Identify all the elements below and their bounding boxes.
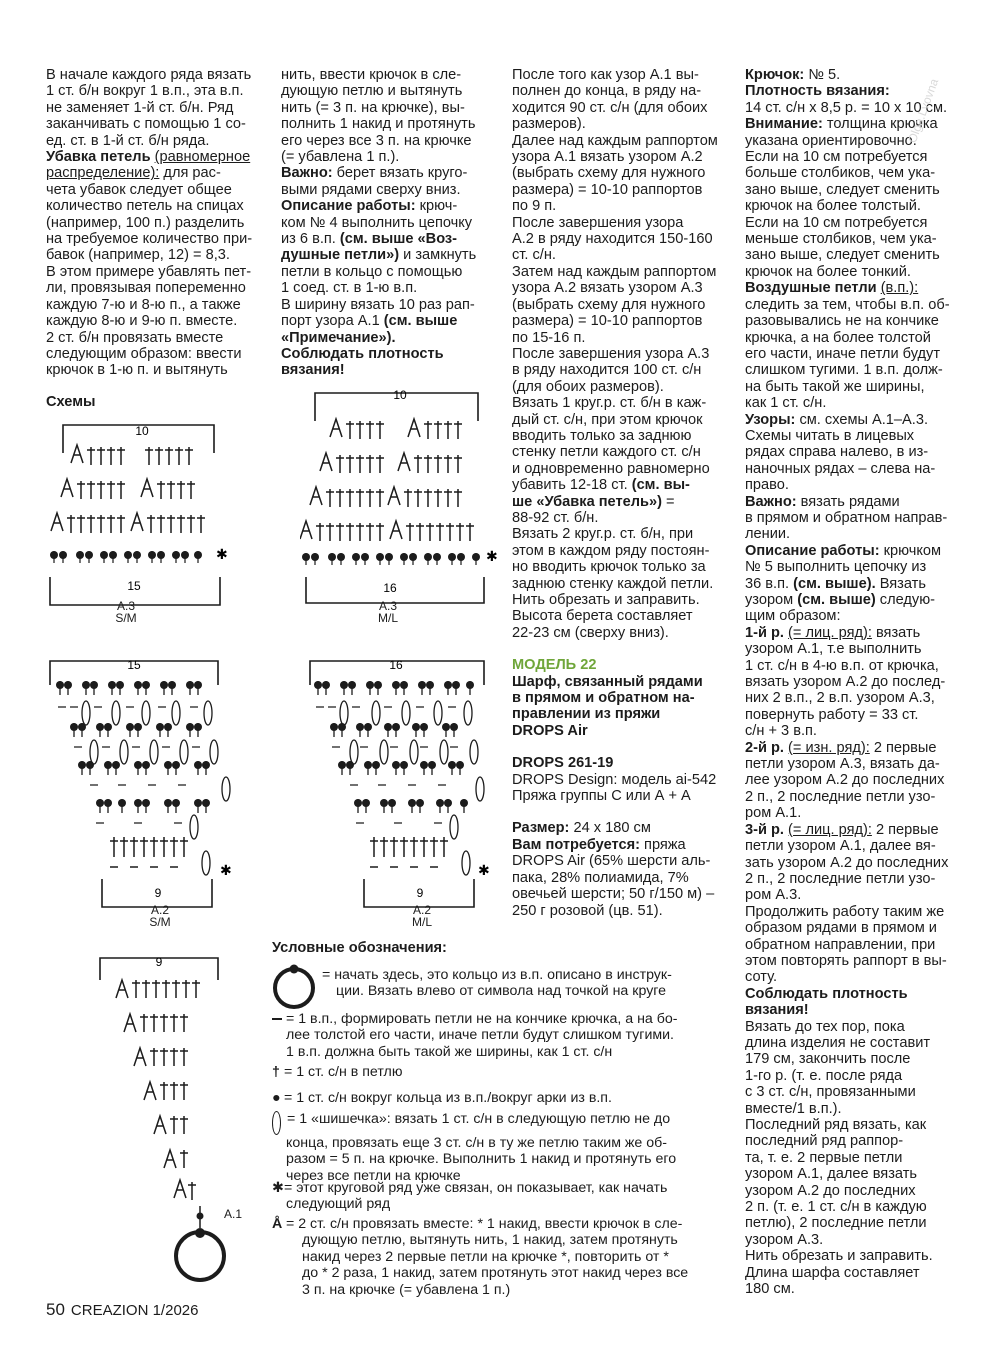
model-code: DROPS 261-19 (512, 755, 614, 772)
text-line: выми рядами сверху вниз. (281, 181, 461, 198)
text-line: петли узором А.3, вязать да- (745, 756, 940, 773)
text-line: Соблюдать плотность (745, 985, 908, 1002)
text-line: не заменяет 1-й ст. б/н. Ряд (46, 99, 234, 116)
dot-stitch-icon: ● (272, 1090, 281, 1106)
text-line: нить, ввести крючок в сле- (281, 67, 462, 83)
text-line: по 9 п. (512, 198, 557, 215)
star-mark: ✱ (216, 546, 228, 562)
chart-a2-sm-bottom: 9 (154, 886, 162, 900)
text-line: размера) = 10-10 раппортов (512, 313, 703, 330)
text-line: Размер: 24 х 180 см (512, 820, 651, 837)
chart-a3-sm (46, 415, 276, 615)
legend-dc: † = 1 ст. с/н в петлю (272, 1064, 403, 1080)
row-2-heading: 2-й р. (= изн. ряд): 2 первые (745, 739, 937, 756)
text-line: вводить только за заднюю (512, 427, 692, 444)
chart-a2-sm-label: А.2 S/M (149, 903, 171, 929)
text-line: овечьей шерсти; 50 г/150 м) – (512, 886, 715, 903)
text-line: та, т. е. 2 первые петли (745, 1149, 903, 1166)
text-line: вязания! (745, 1002, 809, 1019)
chart-a2-ml-top: 16 (389, 658, 403, 672)
legend-chain: = 1 в.п., формировать петли не на кончике крючка, а на бо- лее толстой его части, иначе петли будут слишком тугими. 1 в.п. должна быть такой же ширины, как 1 ст. с/н (272, 1011, 677, 1060)
decrease-heading: Убавка петель (равномерное (46, 149, 251, 166)
column-2 (281, 67, 506, 379)
text-line: Описание работы: крюч- (281, 198, 458, 215)
text-line: на требуемое количество при- (46, 231, 253, 248)
chain-icon (272, 1018, 282, 1020)
text-line: 2 п., 2 последние петли узо- (745, 788, 936, 805)
text-line: вместе/1 в.п.). (745, 1100, 842, 1117)
text-line: соту. (745, 969, 777, 986)
text-line: Вам потребуется: пряжа (512, 836, 686, 853)
text-line: 14 ст. с/н х 8,5 р. = 10 х 10 см. (745, 99, 948, 116)
text-line: каждую 7-ю и 8-ю п., а также (46, 296, 241, 313)
text-line: Важно: берет вязать круго- (281, 165, 468, 182)
text-line: них 2 в.п., 2 в.п. узором А.3, (745, 690, 935, 707)
chart-a2-ml (300, 655, 510, 925)
legend-title: Условные обозначения: (272, 940, 447, 956)
magazine-name: CREAZION 1/2026 (70, 1302, 199, 1319)
text-line: Узоры: см. схемы А.1–А.3. (745, 411, 929, 428)
text-line: В этом примере убавлять пет- (46, 263, 252, 280)
text-line: указана ориентировочно. (745, 132, 917, 149)
text-line: Последний ряд вязать, как (745, 1117, 927, 1133)
text-line: Соблюдать плотность (281, 345, 444, 362)
text-line: № 5 выполнить цепочку из (745, 559, 927, 576)
text-line: После завершения узора (512, 214, 684, 231)
text-line: зано выше, следует сменить (745, 247, 940, 264)
text-line: «Примечание»). (281, 329, 396, 346)
text-line: узором А.1, т.е выполнить (745, 641, 922, 658)
text-line: этом в каждом ряду постоян- (512, 542, 710, 559)
text-line: ст. с/н. (512, 247, 556, 264)
chart-a3-sm-label: А.3 S/M (115, 599, 137, 625)
model-title: Шарф, связанный рядами (512, 673, 703, 690)
text-line: ше «Убавка петель») = (512, 493, 675, 510)
text-line: крючок на более тонкий. (745, 263, 911, 280)
text-line: узором (см. выше) следую- (745, 592, 936, 608)
text-line: Нить обрезать и заправить. (745, 1248, 933, 1265)
text-line: Нить обрезать и заправить. (512, 592, 700, 608)
text-line: 1 ст. с/н в 4-ю в.п. от крючка, (745, 657, 939, 674)
text-line: 1-го р. (т. е. после ряда (745, 1067, 903, 1084)
column-4 (745, 67, 965, 1297)
text-line: ходится 90 ст. с/н (для обоих (512, 99, 708, 116)
text-line: Длина шарфа составляет (745, 1264, 920, 1281)
text-line: Важно: вязать рядами (745, 493, 900, 510)
row-1-heading: 1-й р. (= лиц. ряд): вязать (745, 624, 921, 641)
text-line: 1 ст. б/н вокруг 1 в.п., эта в.п. (46, 83, 244, 100)
text-line: ром А.3. (745, 887, 802, 904)
charts-heading: Схемы (46, 394, 96, 410)
column-1 (46, 67, 276, 379)
text-line: в прямом и обратном направ- (745, 509, 948, 526)
text-line: узора А.1 вязать узором А.2 (512, 149, 703, 166)
star-mark: ✱ (486, 548, 498, 564)
text-line: ком № 4 выполнить цепочку (281, 214, 473, 231)
text-line: чета убавок следует общее (46, 181, 232, 198)
text-line: петлю), 2 последние петли (745, 1215, 927, 1232)
model-title: DROPS Air (512, 722, 588, 739)
text-line: Высота берета составляет (512, 608, 693, 625)
text-line: пака, 28% полиамида, 7% (512, 869, 689, 886)
chart-a3-sm-top: 10 (135, 424, 149, 438)
legend-bobble: = 1 «шишечка»: вязать 1 ст. с/н в следующую петлю не до конца, провязать еще 3 ст. с/н в ту же петлю таким же об- разом = 5 п. на крючке. Выполнить 1 накид и протянуть его через все петли на крючке (272, 1111, 676, 1184)
text-line: Вязать 1 круг.р. ст. б/н в каж- (512, 395, 707, 412)
text-line: Вязать 2 круг.р. ст. б/н, при (512, 526, 694, 543)
text-line: слишком тугими. 1 в.п. долж- (745, 362, 943, 379)
text-line: 22-23 см (сверху вниз). (512, 624, 669, 641)
star-icon: ✱ (272, 1180, 284, 1196)
text-line: обратном направлении, при (745, 936, 936, 953)
text-line: его через все 3 п. на крючке (281, 132, 472, 149)
text-line: последний ряд раппор- (745, 1133, 904, 1150)
legend-ring: = начать здесь, это кольцо из в.п. описано в инструк- ции. Вязать влево от символа над точкой на круге (322, 967, 672, 1000)
chart-a2-ml-bottom: 9 (416, 886, 424, 900)
text-line: Пряжа группы С или А + А (512, 788, 691, 805)
text-line: по 15-16 п. (512, 329, 586, 346)
text-line: Продолжить работу таким же (745, 903, 945, 920)
chart-a3-sm-bottom: 15 (127, 579, 141, 593)
star-mark: ✱ (220, 862, 232, 878)
page-footer (46, 1300, 198, 1320)
text-line: зано выше, следует сменить (745, 181, 940, 198)
text-line: следующим образом: ввести (46, 345, 242, 362)
text-line: размеров). (512, 116, 586, 133)
text-line: полнить 1 накид и протянуть (281, 116, 476, 133)
model-label: МОДЕЛЬ 22 (512, 657, 597, 674)
row-3-heading: 3-й р. (= лиц. ряд): 2 первые (745, 821, 939, 838)
text-line: 2 ст. б/н провязать вместе (46, 329, 224, 346)
text-line: (выбрать схему для нужного (512, 165, 706, 182)
text-line: Внимание: толщина крючка (745, 116, 938, 133)
text-line: дующую петлю и вытянуть (281, 83, 463, 100)
text-line: узором А.1, далее вязать (745, 1166, 917, 1183)
text-line: с 3 ст. с/н, провязанными (745, 1084, 916, 1101)
star-mark: ✱ (478, 862, 490, 878)
text-line: на быть такой же ширины, (745, 378, 925, 395)
text-line: крючка, а на более толстой (745, 329, 931, 346)
text-line: 2 п. (т. е. 1 ст. с/н в каждую (745, 1199, 927, 1216)
text-line: размера) = 10-10 раппортов (512, 181, 703, 198)
text-line: вязания! (281, 362, 345, 379)
text-line: в ряду находится 100 ст. с/н (512, 362, 702, 379)
text-line: ром А.1. (745, 805, 802, 822)
ring-icon (270, 962, 318, 1010)
text-line: повернуть работу = 33 ст. (745, 706, 919, 723)
text-line: крючок в 1-ю п. и вытянуть (46, 362, 228, 379)
text-line: заднюю стенку каждой петли. (512, 575, 714, 592)
model-title: правлении из пряжи (512, 706, 661, 723)
text-line: Описание работы: крючком (745, 542, 942, 559)
text-line: убавить 12-18 ст. (см. вы- (512, 477, 690, 494)
text-line: 2 п., 2 последние петли узо- (745, 870, 936, 887)
text-line: Воздушные петли (в.п.): (745, 280, 919, 297)
text-line: из 6 в.п. (см. выше «Воз- (281, 231, 458, 248)
text-line: Затем над каждым раппортом (512, 263, 717, 280)
text-line: щим образом: (745, 608, 841, 625)
text-line: полнен до конца, в ряду на- (512, 83, 702, 100)
text-line: стенку петли каждого ст. с/н (512, 444, 701, 461)
text-line: но вводить крючок только за (512, 559, 706, 576)
chart-a3-ml-label: А.3 M/L (377, 599, 398, 625)
text-line: нить (= 3 п. на крючке), вы- (281, 99, 465, 116)
model-title: в прямом и обратном на- (512, 690, 695, 707)
text-line: (выбрать схему для нужного (512, 296, 706, 313)
text-line: зать узором А.2 до последних (745, 854, 949, 871)
text-line: 250 г розовой (цв. 51). (512, 902, 663, 919)
text-line: 1 соед. ст. в 1-ю в.п. (281, 280, 418, 297)
text-line: бавок (например, 12) = 8,3. (46, 247, 230, 264)
text-line: длина изделия не составит (745, 1034, 931, 1051)
text-line: Плотность вязания: (745, 83, 890, 100)
text-line: душные петли») и замкнуть (281, 247, 477, 264)
text-line: 180 см. (745, 1281, 795, 1298)
text-line: узора А.2 вязать узором А.3 (512, 280, 703, 297)
text-line: распределение): для рас- (46, 165, 221, 182)
text-line: петли в кольцо с помощью (281, 263, 463, 280)
text-line: этом повторять раппорт в вы- (745, 952, 947, 969)
text-line: После завершения узора А.3 (512, 345, 710, 362)
text-line: (например, 100 п.) разделить (46, 214, 245, 231)
text-line: разовывались не на кончике (745, 313, 939, 330)
text-line: 179 см, закончить после (745, 1051, 911, 1068)
chart-a2-sm (46, 655, 276, 925)
text-line: В начале каждого ряда вязать (46, 67, 252, 83)
text-line: вязать узором А.2 до послед- (745, 674, 946, 691)
text-line: DROPS Air (65% шерсти аль- (512, 853, 711, 870)
text-line: наночных рядах – слева на- (745, 460, 936, 477)
text-line: Схемы читать в лицевых (745, 427, 915, 444)
chart-a1-top: 9 (155, 955, 163, 969)
text-line: каждую 8-ю и 9-ю п. вместе. (46, 313, 238, 330)
text-line: петли узором А.1, далее вя- (745, 838, 936, 855)
text-line: лении. (745, 526, 791, 543)
text-line: больше столбиков, чем ука- (745, 165, 936, 182)
text-line: меньше столбиков, чем ука- (745, 231, 937, 248)
text-line: следить за тем, чтобы в.п. об- (745, 296, 950, 313)
text-line: Если на 10 см потребуется (745, 149, 928, 166)
double-crochet-icon: † (272, 1064, 280, 1080)
text-line: с/н + 3 в.п. (745, 723, 817, 740)
text-line: 88-92 ст. б/н. (512, 509, 599, 526)
text-line: количество петель на спицах (46, 198, 244, 215)
text-line: Крючок: № 5. (745, 67, 841, 83)
text-line: лее узором А.2 до последних (745, 772, 945, 789)
legend-star: ✱= этот круговой ряд уже связан, он показывает, как начать следующий ряд (272, 1180, 668, 1213)
text-line: (для обоих размеров). (512, 378, 664, 395)
text-line: DROPS Design: модель ai-542 (512, 771, 717, 788)
text-line: заканчивать с помощью 1 со- (46, 116, 246, 133)
text-line: В ширину вязать 10 раз рап- (281, 296, 475, 313)
text-line: Если на 10 см потребуется (745, 214, 928, 231)
text-line: узором А.3. (745, 1231, 824, 1248)
text-line: (= убавлена 1 п.). (281, 149, 400, 166)
chart-a3-ml (300, 385, 510, 615)
chart-a1 (90, 950, 270, 1295)
chart-a1-label: А.1 (224, 1207, 243, 1221)
column-3 (512, 67, 737, 919)
text-line: узором А.2 до последних (745, 1182, 916, 1199)
text-line: крючок на более толстый. (745, 198, 921, 215)
text-line: как 1 ст. с/н. (745, 395, 827, 412)
text-line: право. (745, 477, 789, 494)
chart-a3-ml-top: 10 (393, 388, 407, 402)
page-number: 50 (46, 1300, 65, 1319)
text-line: дый ст. с/н, при этом крючок (512, 411, 703, 428)
legend-dc-ring: ● = 1 ст. с/н вокруг кольца из в.п./вокруг арки из в.п. (272, 1090, 612, 1106)
text-line: Вязать до тех пор, пока (745, 1018, 905, 1035)
chart-a2-ml-label: А.2 M/L (411, 903, 432, 929)
text-line: и одновременно равномерно (512, 460, 710, 477)
text-line: А.2 в ряду находится 150-160 (512, 231, 713, 248)
text-line: После того как узор А.1 вы- (512, 67, 699, 83)
text-line: Далее над каждым раппортом (512, 132, 718, 149)
text-line: образом рядами в прямом и (745, 920, 937, 937)
text-line: ли, провязывая попеременно (46, 280, 246, 297)
chart-a3-ml-bottom: 16 (383, 581, 397, 595)
text-line: рядах справа налево, в из- (745, 444, 929, 461)
bobble-icon (272, 1111, 281, 1135)
legend-decrease: Å = 2 ст. с/н провязать вместе: * 1 накид, ввести крючок в сле- дующую петлю, вытянуть нить, 1 накид, затем протянуть накид через 2 первые петли на крючке *, повторить от * до * 2 раза, 1 накид, затем протянуть этот накид через все 3 п. на крючке (= убавлена 1 п.) (272, 1216, 689, 1298)
text-line: порт узора А.1 (см. выше (281, 313, 458, 330)
text-line: 36 в.п. (см. выше). Вязать (745, 575, 926, 592)
decrease-icon: Å (272, 1216, 283, 1232)
watermark: Olga.Lvovna (905, 76, 942, 145)
text-line: его части, иначе петли будут (745, 345, 940, 362)
chart-a2-sm-top: 15 (127, 658, 141, 672)
text-line: ед. ст. в 1-й ст. б/н ряда. (46, 132, 210, 149)
